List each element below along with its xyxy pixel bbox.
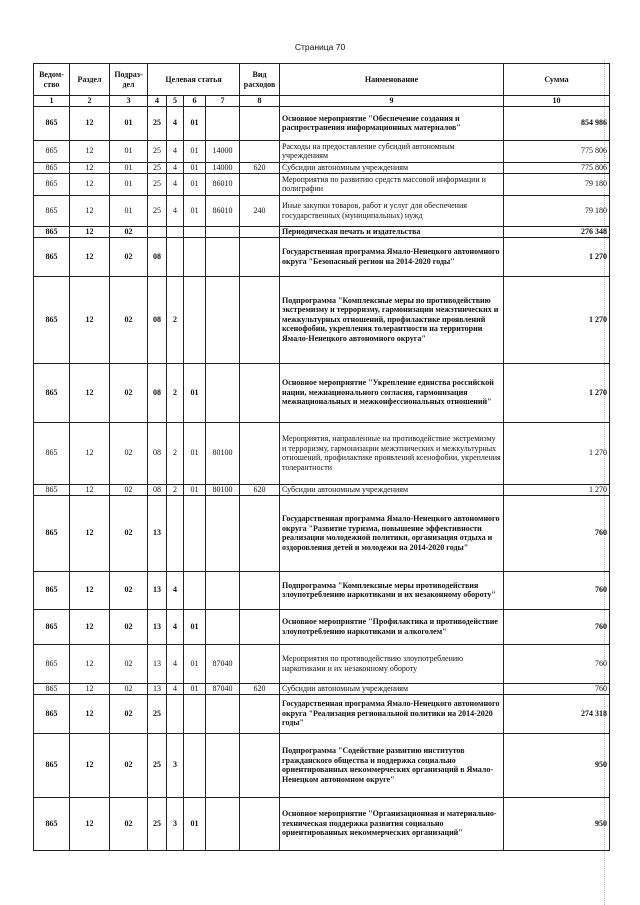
cell-target-direction: 14000 (206, 162, 240, 173)
cell-target-event: 01 (184, 609, 206, 644)
cell-target-direction (206, 237, 240, 276)
cell-vedomstvo: 865 (34, 106, 70, 140)
cell-sum: 274 318 (504, 694, 610, 733)
cell-target-program: 13 (148, 644, 167, 683)
cell-expense-type (240, 173, 280, 195)
cell-target-event (184, 571, 206, 609)
cell-target-event: 01 (184, 106, 206, 140)
cell-target-program: 25 (148, 694, 167, 733)
cell-sum: 950 (504, 797, 610, 850)
cell-target-event: 01 (184, 797, 206, 850)
cell-expense-type: 620 (240, 162, 280, 173)
cell-razdel: 12 (70, 422, 110, 484)
cell-sum: 760 (504, 609, 610, 644)
cell-podrazdel: 01 (110, 173, 148, 195)
cell-target-program: 25 (148, 195, 167, 226)
header-vedomstvo: Ведом-ство (34, 64, 70, 96)
cell-vedomstvo: 865 (34, 644, 70, 683)
cell-name: Основное мероприятие "Обеспечение создания и распространения информационных материалов" (280, 106, 504, 140)
cell-target-event (184, 226, 206, 237)
cell-vedomstvo: 865 (34, 140, 70, 162)
cell-target-subprogram: 3 (167, 733, 184, 797)
cell-vedomstvo: 865 (34, 162, 70, 173)
cell-podrazdel: 02 (110, 276, 148, 363)
column-number: 9 (280, 96, 504, 107)
column-number: 3 (110, 96, 148, 107)
cell-vedomstvo: 865 (34, 237, 70, 276)
cell-target-direction (206, 797, 240, 850)
cell-podrazdel: 02 (110, 237, 148, 276)
cell-expense-type (240, 609, 280, 644)
cell-podrazdel: 01 (110, 162, 148, 173)
cell-target-subprogram: 2 (167, 363, 184, 422)
table-row (34, 226, 610, 237)
cell-name: Подпрограмма "Комплексные меры противодействия злоупотреблению наркотиками и их незаконному обороту" (280, 571, 504, 609)
cell-podrazdel: 02 (110, 495, 148, 571)
cell-expense-type (240, 363, 280, 422)
cell-target-subprogram (167, 694, 184, 733)
cell-target-event: 01 (184, 140, 206, 162)
cell-vedomstvo: 865 (34, 609, 70, 644)
cell-sum: 760 (504, 644, 610, 683)
cell-target-direction: 14000 (206, 140, 240, 162)
cell-target-subprogram: 4 (167, 162, 184, 173)
cell-name: Государственная программа Ямало-Ненецкого автономного округа "Реализация региональной политики на 2014-2020 годы" (280, 694, 504, 733)
cell-name: Государственная программа Ямало-Ненецкого автономного округа "Развитие туризма, повышение эффективности реализации молодежной политики, организация отдыха и оздоровления детей и молодежи на 2014-2020 годы" (280, 495, 504, 571)
column-number: 6 (184, 96, 206, 107)
table-row (34, 140, 610, 162)
cell-razdel: 12 (70, 237, 110, 276)
cell-sum: 79 180 (504, 195, 610, 226)
cell-podrazdel: 02 (110, 571, 148, 609)
cell-vedomstvo: 865 (34, 694, 70, 733)
cell-sum: 1 270 (504, 484, 610, 495)
cell-name: Субсидии автономным учреждениям (280, 683, 504, 694)
cell-target-event (184, 495, 206, 571)
cell-target-subprogram: 4 (167, 609, 184, 644)
cell-target-program (148, 226, 167, 237)
cell-sum: 775 806 (504, 162, 610, 173)
cell-target-program: 08 (148, 363, 167, 422)
cell-target-event (184, 237, 206, 276)
table-row (34, 797, 610, 850)
cell-target-direction (206, 694, 240, 733)
cell-name: Государственная программа Ямало-Ненецкого автономного округа "Безопасный регион на 2014-2020 годы" (280, 237, 504, 276)
cell-expense-type (240, 571, 280, 609)
cell-sum: 775 806 (504, 140, 610, 162)
cell-razdel: 12 (70, 162, 110, 173)
cell-target-subprogram: 4 (167, 195, 184, 226)
table-row (34, 276, 610, 363)
header-target-article: Целевая статья (148, 64, 240, 96)
cell-target-direction: 80100 (206, 422, 240, 484)
table-row (34, 106, 610, 140)
cell-razdel: 12 (70, 276, 110, 363)
cell-target-subprogram (167, 495, 184, 571)
table-row (34, 173, 610, 195)
cell-razdel: 12 (70, 140, 110, 162)
cell-target-event: 01 (184, 644, 206, 683)
cell-target-subprogram: 4 (167, 644, 184, 683)
cell-expense-type (240, 733, 280, 797)
table-row (34, 733, 610, 797)
column-number: 4 (148, 96, 167, 107)
cell-target-program: 08 (148, 276, 167, 363)
cell-sum: 1 270 (504, 237, 610, 276)
cell-target-direction (206, 733, 240, 797)
cell-name: Субсидии автономным учреждениям (280, 162, 504, 173)
cell-vedomstvo: 865 (34, 226, 70, 237)
cell-vedomstvo: 865 (34, 173, 70, 195)
cell-podrazdel: 02 (110, 226, 148, 237)
cell-name: Субсидии автономным учреждениям (280, 484, 504, 495)
cell-razdel: 12 (70, 173, 110, 195)
header-podrazdel: Подраз-дел (110, 64, 148, 96)
cell-target-direction: 86010 (206, 173, 240, 195)
cell-target-event: 01 (184, 195, 206, 226)
cell-razdel: 12 (70, 797, 110, 850)
cell-expense-type (240, 797, 280, 850)
cell-razdel: 12 (70, 363, 110, 422)
cell-target-program: 13 (148, 571, 167, 609)
column-number-row (34, 96, 610, 107)
cell-target-event: 01 (184, 683, 206, 694)
cell-target-program: 08 (148, 422, 167, 484)
cell-sum: 79 180 (504, 173, 610, 195)
cell-podrazdel: 02 (110, 484, 148, 495)
cell-vedomstvo: 865 (34, 276, 70, 363)
cell-expense-type (240, 422, 280, 484)
cell-target-event: 01 (184, 422, 206, 484)
table-row (34, 422, 610, 484)
cell-target-direction: 86010 (206, 195, 240, 226)
cell-razdel: 12 (70, 495, 110, 571)
cell-name: Основное мероприятие "Укрепление единства российской нации, межнационального согласия, гармонизация межнациональных и межконфессиональных отношений" (280, 363, 504, 422)
cell-target-direction (206, 106, 240, 140)
cell-expense-type (240, 694, 280, 733)
table-row (34, 484, 610, 495)
cell-sum: 1 270 (504, 363, 610, 422)
cell-target-subprogram: 3 (167, 797, 184, 850)
cell-vedomstvo: 865 (34, 195, 70, 226)
cell-sum: 1 270 (504, 276, 610, 363)
column-number: 7 (206, 96, 240, 107)
header-sum: Сумма (504, 64, 610, 96)
cell-target-program: 13 (148, 683, 167, 694)
cell-sum: 760 (504, 683, 610, 694)
cell-target-direction (206, 495, 240, 571)
table-row (34, 571, 610, 609)
cell-name: Мероприятия по противодействию злоупотреблению наркотиками и их незаконному обороту (280, 644, 504, 683)
cell-target-subprogram (167, 237, 184, 276)
cell-expense-type (240, 276, 280, 363)
cell-podrazdel: 02 (110, 644, 148, 683)
header-expense-type: Вид расходов (240, 64, 280, 96)
cell-sum: 760 (504, 495, 610, 571)
cell-razdel: 12 (70, 733, 110, 797)
cell-target-program: 13 (148, 495, 167, 571)
cell-sum: 1 270 (504, 422, 610, 484)
cell-vedomstvo: 865 (34, 484, 70, 495)
cell-sum: 276 348 (504, 226, 610, 237)
cell-expense-type (240, 140, 280, 162)
cell-target-subprogram: 4 (167, 571, 184, 609)
cell-name: Иные закупки товаров, работ и услуг для обеспечения государственных (муниципальных) нужд (280, 195, 504, 226)
cell-name: Расходы на предоставление субсидий автономным учреждениям (280, 140, 504, 162)
cell-target-program: 25 (148, 797, 167, 850)
cell-razdel: 12 (70, 226, 110, 237)
cell-razdel: 12 (70, 609, 110, 644)
cell-target-program: 25 (148, 733, 167, 797)
cell-target-direction: 87040 (206, 644, 240, 683)
cell-name: Основное мероприятие "Организационная и материально-техническая поддержка развития социально ориентированных некоммерческих организаций" (280, 797, 504, 850)
page-number-label: Страница 70 (294, 42, 346, 52)
column-number: 1 (34, 96, 70, 107)
cell-target-event: 01 (184, 484, 206, 495)
cell-vedomstvo: 865 (34, 683, 70, 694)
cell-target-subprogram: 2 (167, 276, 184, 363)
cell-razdel: 12 (70, 106, 110, 140)
cell-sum: 950 (504, 733, 610, 797)
cell-target-direction (206, 276, 240, 363)
cell-expense-type (240, 237, 280, 276)
cell-target-program: 25 (148, 140, 167, 162)
cell-expense-type: 620 (240, 484, 280, 495)
table-row (34, 195, 610, 226)
cell-target-subprogram: 4 (167, 683, 184, 694)
cell-name: Мероприятия, направленные на противодействие экстремизму и терроризму, гармонизации межэтнических и межкультурных отношений, профилактике проявлений ксенофобии, укрепления толерантности (280, 422, 504, 484)
cell-target-direction (206, 363, 240, 422)
cell-expense-type (240, 644, 280, 683)
cell-target-event: 01 (184, 162, 206, 173)
cell-target-program: 08 (148, 237, 167, 276)
cell-target-program: 25 (148, 162, 167, 173)
cell-razdel: 12 (70, 484, 110, 495)
cell-target-subprogram: 2 (167, 422, 184, 484)
cell-expense-type: 620 (240, 683, 280, 694)
table-row (34, 644, 610, 683)
cell-target-event (184, 276, 206, 363)
cell-target-subprogram (167, 226, 184, 237)
cell-vedomstvo: 865 (34, 797, 70, 850)
table-row (34, 162, 610, 173)
cell-name: Подпрограмма "Содействие развитию институтов гражданского общества и поддержка социально ориентированных некоммерческих организаций в Ямало-Ненецком автономном округе" (280, 733, 504, 797)
cell-podrazdel: 01 (110, 106, 148, 140)
cell-podrazdel: 02 (110, 733, 148, 797)
table-row (34, 237, 610, 276)
cell-target-event (184, 733, 206, 797)
cell-target-direction (206, 571, 240, 609)
cell-target-event: 01 (184, 363, 206, 422)
cell-target-subprogram: 2 (167, 484, 184, 495)
table-row (34, 683, 610, 694)
cell-podrazdel: 02 (110, 683, 148, 694)
cell-target-subprogram: 4 (167, 173, 184, 195)
cell-target-subprogram: 4 (167, 106, 184, 140)
header-name: Наименование (280, 64, 504, 96)
cell-vedomstvo: 865 (34, 495, 70, 571)
column-number: 2 (70, 96, 110, 107)
column-number: 10 (504, 96, 610, 107)
cell-podrazdel: 01 (110, 195, 148, 226)
table-body (34, 106, 610, 850)
cell-name: Основное мероприятие "Профилактика и противодействие злоупотреблению наркотиками и алкоголем" (280, 609, 504, 644)
cell-expense-type (240, 106, 280, 140)
cell-target-direction (206, 226, 240, 237)
cell-podrazdel: 02 (110, 797, 148, 850)
cell-podrazdel: 02 (110, 609, 148, 644)
cell-target-subprogram: 4 (167, 140, 184, 162)
cell-target-direction: 87040 (206, 683, 240, 694)
table-row (34, 609, 610, 644)
cell-target-program: 25 (148, 106, 167, 140)
table-row (34, 363, 610, 422)
cell-razdel: 12 (70, 644, 110, 683)
column-number: 5 (167, 96, 184, 107)
budget-table (33, 63, 610, 851)
cell-sum: 854 986 (504, 106, 610, 140)
cell-target-program: 25 (148, 173, 167, 195)
cell-target-direction (206, 609, 240, 644)
cell-vedomstvo: 865 (34, 571, 70, 609)
cell-vedomstvo: 865 (34, 733, 70, 797)
cell-razdel: 12 (70, 195, 110, 226)
cell-sum: 760 (504, 571, 610, 609)
cell-target-event (184, 694, 206, 733)
cell-razdel: 12 (70, 571, 110, 609)
cell-name: Периодическая печать и издательства (280, 226, 504, 237)
cell-podrazdel: 02 (110, 363, 148, 422)
cell-target-program: 08 (148, 484, 167, 495)
cell-podrazdel: 01 (110, 140, 148, 162)
cell-podrazdel: 02 (110, 422, 148, 484)
cell-target-program: 13 (148, 609, 167, 644)
cell-podrazdel: 02 (110, 694, 148, 733)
column-number: 8 (240, 96, 280, 107)
cell-vedomstvo: 865 (34, 363, 70, 422)
cell-expense-type (240, 495, 280, 571)
cell-target-event: 01 (184, 173, 206, 195)
table-row (34, 694, 610, 733)
table-row (34, 495, 610, 571)
cell-name: Мероприятия по развитию средств массовой информации и полиграфии (280, 173, 504, 195)
cell-vedomstvo: 865 (34, 422, 70, 484)
header-razdel: Раздел (70, 64, 110, 96)
cell-name: Подпрограмма "Комплексные меры по противодействию экстремизму и терроризму, гармонизации межэтнических и межкультурных отношений, профилактике проявлений ксенофобии, укрепления толерантности на территории Ямало-Ненецкого автономного округа" (280, 276, 504, 363)
cell-razdel: 12 (70, 694, 110, 733)
cell-razdel: 12 (70, 683, 110, 694)
cell-target-direction: 80100 (206, 484, 240, 495)
cell-expense-type: 240 (240, 195, 280, 226)
cell-expense-type (240, 226, 280, 237)
